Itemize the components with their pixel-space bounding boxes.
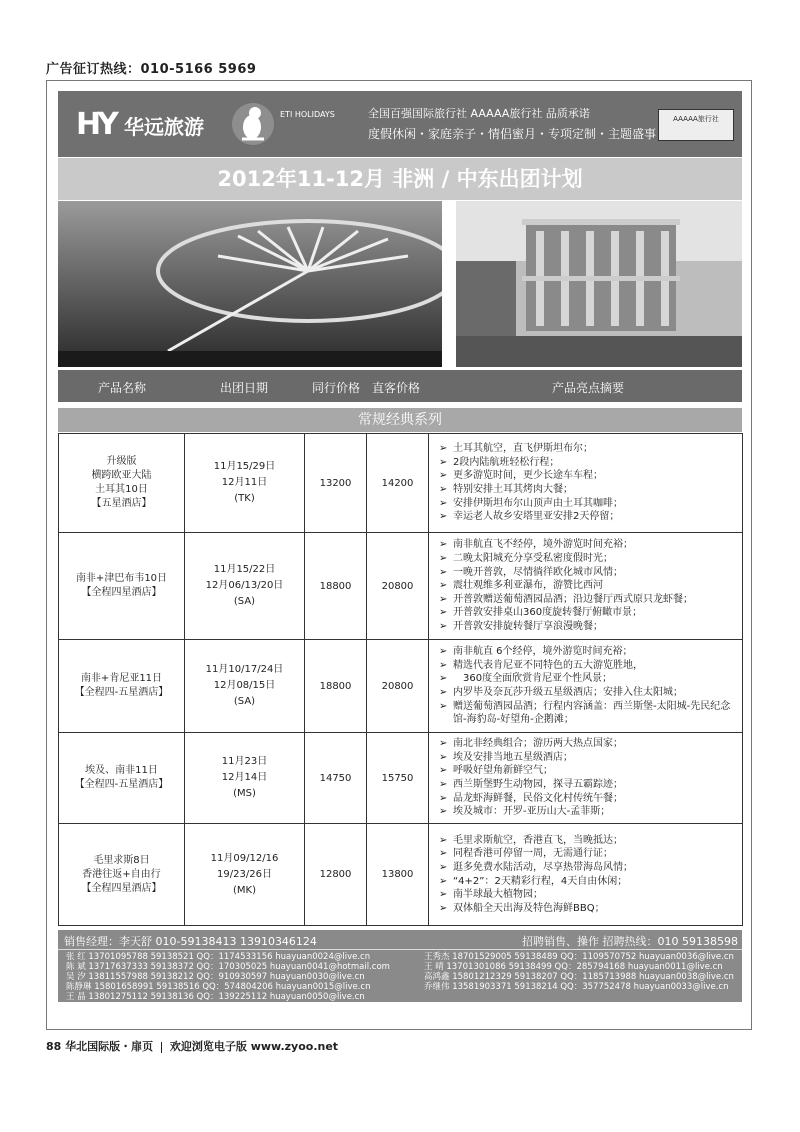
palm-island-photo: [58, 201, 442, 367]
contact-entry: 吴 汐 13811557988 59138212 QQ：910930597 huayuan0030@live.cn: [66, 972, 365, 982]
product-name: 南非+津巴布韦10日 【全程四星酒店】: [59, 533, 185, 640]
contact-entry: 乔继伟 13581903371 59138214 QQ：357752478 huayuan0033@live.cn: [424, 982, 729, 992]
brand-header: [58, 91, 742, 157]
col-peer-price: 同行价格: [312, 381, 361, 395]
highlights: ➢ 毛里求斯航空，香港直飞，当晚抵达； ➢ 同程香港可停留一周，无需通行证； ➢ 逛多免费水陆活动，尽享热带海岛风情； ➢ “4+2”：2天精彩行程，4天自由休闲； ➢ 南半球最大植物园； ➢ 双体船全天出海及特色海鲜BBQ；: [429, 824, 743, 926]
page-title: 2012年11-12月 非洲 / 中东出团计划: [58, 158, 742, 200]
aaaaa-badge: AAAAA旅行社: [658, 109, 734, 141]
product-name: 埃及、南非11日 【全程四-五星酒店】: [59, 733, 185, 824]
highlights: ➢ 南非航直 6个经停，境外游览时间充裕； ➢ 精选代表肯尼亚不同特色的五大游览胜地， ➢ 360度全面欣赏肯尼亚个性风景； ➢ 内罗毕及奈瓦莎升级五星级酒店；安排入住太阳城； ➢ 赠送葡萄酒园品酒；行程内容涵盖：西兰斯堡-太阳城-先民纪念馆-海豹岛-好望角-企鹅滩；: [429, 640, 743, 733]
table-row: [59, 824, 743, 926]
contact-entry: 陈静琳 15801658991 59138516 QQ：574804206 huayuan0015@live.cn: [66, 982, 371, 992]
peer-price: 13200: [305, 434, 367, 533]
recruitment: 招聘销售、操作 招聘热线：010 59138598: [522, 935, 738, 948]
table-row: [59, 533, 743, 640]
departure-dates: 11月15/22日 12月06/13/20日 (SA): [185, 533, 305, 640]
departure-dates: 11月15/29日 12月11日 (TK): [185, 434, 305, 533]
kangaroo-mascot-icon: [230, 101, 276, 147]
highlights: ➢ 南非航直飞不经停，境外游览时间充裕； ➢ 二晚太阳城充分享受私密度假时光； ➢ 一晚开普敦，尽情徜徉欧化城市风情； ➢ 震壮观维多利亚瀑布，游赞比西河 ➢ 开普敦赠送葡萄酒园品酒；沿边餐厅西式原只龙虾餐； ➢ 开普敦安排桌山360度旋转餐厅俯瞰市景； ➢ 开普敦安排旋转餐厅享浪漫晚餐；: [429, 533, 743, 640]
col-product-name: 产品名称: [98, 381, 147, 395]
retail-price: 20800: [367, 533, 429, 640]
table-row: [59, 733, 743, 824]
departure-dates: 11月23日 12月14日 (MS): [185, 733, 305, 824]
brand-name: 华远旅游: [124, 115, 204, 139]
tour-table: [58, 433, 743, 926]
table-row: [59, 434, 743, 533]
contact-entry: 王秀杰 18701529005 59138489 QQ：1109570752 huayuan0036@live.cn: [424, 952, 734, 962]
peer-price: 18800: [305, 640, 367, 733]
contact-entry: 陈 斌 13717637333 59138372 QQ：170305025 huayuan0041@hotmail.com: [66, 962, 390, 972]
highlights: ➢ 土耳其航空，直飞伊斯坦布尔； ➢ 2段内陆航班轻松行程； ➢ 更多游览时间，更少长途车车程； ➢ 特别安排土耳其烤肉大餐； ➢ 安排伊斯坦布尔山顶声由土耳其咖啡； ➢ 幸运老人故乡安塔里亚安排2天停留；: [429, 434, 743, 533]
contact-footer: [58, 930, 742, 1002]
divider: [58, 949, 742, 950]
product-name: 毛里求斯8日 香港往返+自由行 【全程四星酒店】: [59, 824, 185, 926]
retail-price: 14200: [367, 434, 429, 533]
peer-price: 18800: [305, 533, 367, 640]
sales-manager: 销售经理：李天舒 010-59138413 13910346124: [64, 935, 317, 948]
huayuan-logo-icon: HY: [76, 107, 115, 142]
product-name: 升级版 横跨欧亚大陆 土耳其10日 【五星酒店】: [59, 434, 185, 533]
retail-price: 15750: [367, 733, 429, 824]
page-footer: [46, 1038, 338, 1054]
peer-price: 14750: [305, 733, 367, 824]
divider: [161, 1042, 162, 1053]
series-title: 常规经典系列: [58, 408, 742, 432]
col-departure-date: 出团日期: [220, 381, 269, 395]
eti-holidays-logo: ETI HOLIDAYS: [280, 110, 335, 119]
contact-entry: 张 红 13701095788 59138521 QQ：1174533156 huayuan0024@live.cn: [66, 952, 371, 962]
retail-price: 20800: [367, 640, 429, 733]
ephesus-library-photo: [456, 201, 742, 367]
departure-dates: 11月10/17/24日 12月08/15日 (SA): [185, 640, 305, 733]
section-name: 华北国际版・扉页: [65, 1040, 154, 1053]
brand-tagline: 全国百强国际旅行社 AAAAA旅行社 品质承诺: [368, 107, 590, 120]
page-number: 88: [46, 1040, 62, 1053]
peer-price: 12800: [305, 824, 367, 926]
slogan: 欢迎浏览电子版: [169, 1040, 247, 1053]
table-row: [59, 640, 743, 733]
departure-dates: 11月09/12/16 19/23/26日 (MK): [185, 824, 305, 926]
contact-entry: 王 晴 13701301086 59138499 QQ：285794168 huayuan0011@live.cn: [424, 962, 723, 972]
retail-price: 13800: [367, 824, 429, 926]
contact-entry: 高鸿鑫 15801212329 59138207 QQ：1185713988 huayuan0038@live.cn: [424, 972, 734, 982]
website-link[interactable]: www.zyoo.net: [250, 1040, 339, 1053]
contact-entry: 王 晶 13801275112 59138136 QQ：139225112 huayuan0050@live.cn: [66, 992, 365, 1002]
highlights: ➢ 南北非经典组合；游历两大热点国家； ➢ 埃及安排当地五星级酒店； ➢ 呼吸好望角新鲜空气； ➢ 西兰斯堡野生动物园，探寻五霸踪迹； ➢ 品龙虾海鲜餐，民俗文化村传统午餐； ➢ 埃及城市：开罗-亚历山大-孟菲斯；: [429, 733, 743, 824]
col-retail-price: 直客价格: [372, 381, 421, 395]
table-header: [58, 370, 742, 402]
col-highlights: 产品亮点摘要: [552, 381, 625, 395]
product-name: 南非+肯尼亚11日 【全程四-五星酒店】: [59, 640, 185, 733]
brand-services: 度假休闲・家庭亲子・情侣蜜月・专项定制・主题盛事: [368, 127, 657, 141]
ad-hotline: 广告征订热线：010-5166 5969: [46, 62, 257, 77]
